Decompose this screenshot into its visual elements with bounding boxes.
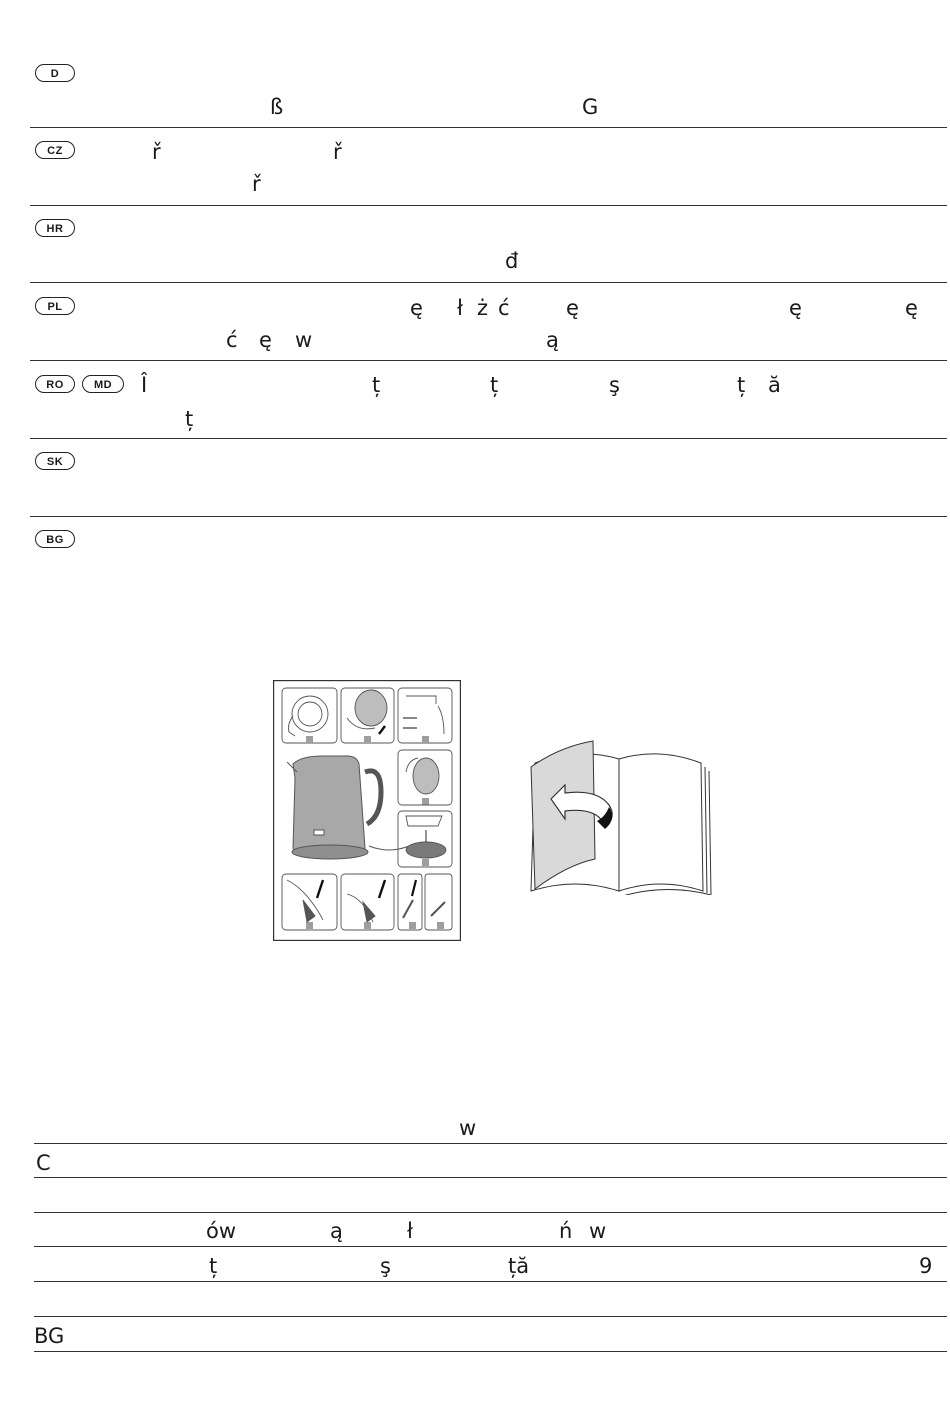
lang-char: ł — [457, 296, 463, 320]
lang-char: ă — [768, 373, 781, 397]
lang-badge-bg: BG — [35, 530, 75, 548]
toc-char: ş — [380, 1254, 391, 1278]
toc-divider — [34, 1351, 947, 1352]
lang-char: ß — [270, 95, 284, 119]
lang-char: G — [582, 95, 599, 119]
toc-row — [34, 1246, 947, 1280]
lang-badge-d: D — [35, 64, 75, 82]
fold-out-illustration — [273, 680, 461, 941]
lang-char: ę — [566, 296, 579, 320]
toc-char: ță — [508, 1254, 530, 1278]
lang-char: ę — [905, 296, 918, 320]
toc-char: ą — [330, 1219, 343, 1243]
lang-char: w — [295, 328, 313, 352]
toc-row — [34, 1212, 947, 1246]
section-divider — [30, 360, 947, 361]
lang-char: ş — [609, 373, 620, 397]
lang-char: ż — [477, 296, 489, 320]
toc-row — [34, 1281, 947, 1315]
section-divider — [30, 438, 947, 439]
toc-char: ł — [407, 1219, 413, 1243]
lang-badge-md: MD — [82, 375, 124, 393]
lang-char: ț — [737, 373, 746, 397]
toc-page-number: 9 — [919, 1254, 933, 1278]
toc-char: ń — [559, 1219, 573, 1243]
toc-row — [34, 1177, 947, 1211]
lang-char: đ — [505, 249, 519, 273]
open-book-illustration — [527, 735, 713, 895]
toc-row — [34, 1316, 947, 1350]
lang-char: ț — [490, 373, 499, 397]
section-divider — [30, 205, 947, 206]
lang-char: Î — [141, 373, 148, 397]
toc-header-char: w — [459, 1116, 477, 1140]
section-divider — [30, 127, 947, 128]
lang-char: ř — [333, 140, 342, 164]
lang-badge-cz: CZ — [35, 141, 75, 159]
lang-char: ę — [789, 296, 802, 320]
lang-char: ț — [372, 373, 381, 397]
lang-char: ț — [185, 407, 194, 431]
lang-char: ą — [546, 328, 559, 352]
lang-char: ę — [410, 296, 423, 320]
lang-badge-hr: HR — [35, 219, 75, 237]
toc-char: ów — [206, 1219, 237, 1243]
section-divider — [30, 282, 947, 283]
lang-char: ř — [252, 172, 261, 196]
lang-badge-sk: SK — [35, 452, 75, 470]
toc-char: w — [589, 1219, 607, 1243]
toc-row — [34, 1143, 947, 1177]
lang-char: ř — [152, 140, 161, 164]
lang-badge-pl: PL — [35, 297, 75, 315]
lang-badge-ro: RO — [35, 375, 75, 393]
toc-char: BG — [34, 1324, 65, 1348]
toc-char: C — [36, 1151, 51, 1175]
section-divider — [30, 516, 947, 517]
toc-char: ț — [209, 1254, 218, 1278]
lang-char: ć — [498, 296, 510, 320]
lang-char: ę — [259, 328, 272, 352]
lang-char: ć — [226, 328, 238, 352]
